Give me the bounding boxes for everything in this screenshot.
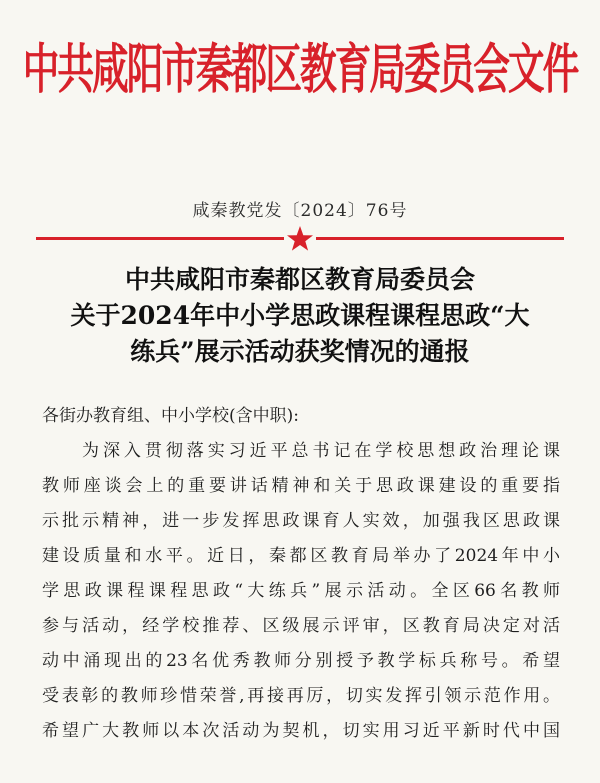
body-paragraph-line: 受表彰的教师珍惜荣誉,再接再厉，切实发挥引领示范作用。 xyxy=(42,686,560,706)
notice-title-line-1: 中共咸阳市秦都区教育局委员会 xyxy=(124,265,475,294)
notice-title-line-2: 关于2024年中小学思政课程课程思政“大 xyxy=(70,301,530,330)
red-divider-left xyxy=(36,237,284,240)
body-paragraph-line: 学思政课程课程思政“大练兵”展示活动。全区66名教师 xyxy=(42,581,560,601)
body-paragraph-line: 示批示精神，进一步发挥思政课育人实效，加强我区思政课 xyxy=(42,511,560,531)
red-divider-right xyxy=(316,237,564,240)
body-paragraph-line: 教师座谈会上的重要讲话精神和关于思政课建设的重要指 xyxy=(42,476,560,496)
body-paragraph-line: 参与活动，经学校推荐、区级展示评审，区教育局决定对活 xyxy=(42,616,560,636)
document-header-title: 中共咸阳市秦都区教育局委员会文件 xyxy=(22,38,578,101)
notice-title-line-3: 练兵”展示活动获奖情况的通报 xyxy=(130,337,470,366)
body-paragraph-line: 动中涌现出的23名优秀教师分别授予教学标兵称号。希望 xyxy=(42,651,560,671)
body-paragraph-line: 希望广大教师以本次活动为契机，切实用习近平新时代中国 xyxy=(42,721,560,741)
body-paragraph-line: 为深入贯彻落实习近平总书记在学校思想政治理论课 xyxy=(82,441,560,461)
body-paragraph-line: 建设质量和水平。近日，秦都区教育局举办了2024年中小 xyxy=(42,546,560,566)
document-number: 咸秦教党发〔2024〕76号 xyxy=(192,201,408,221)
star-icon xyxy=(286,225,314,253)
salutation: 各街办教育组、中小学校(含中职): xyxy=(42,406,299,426)
